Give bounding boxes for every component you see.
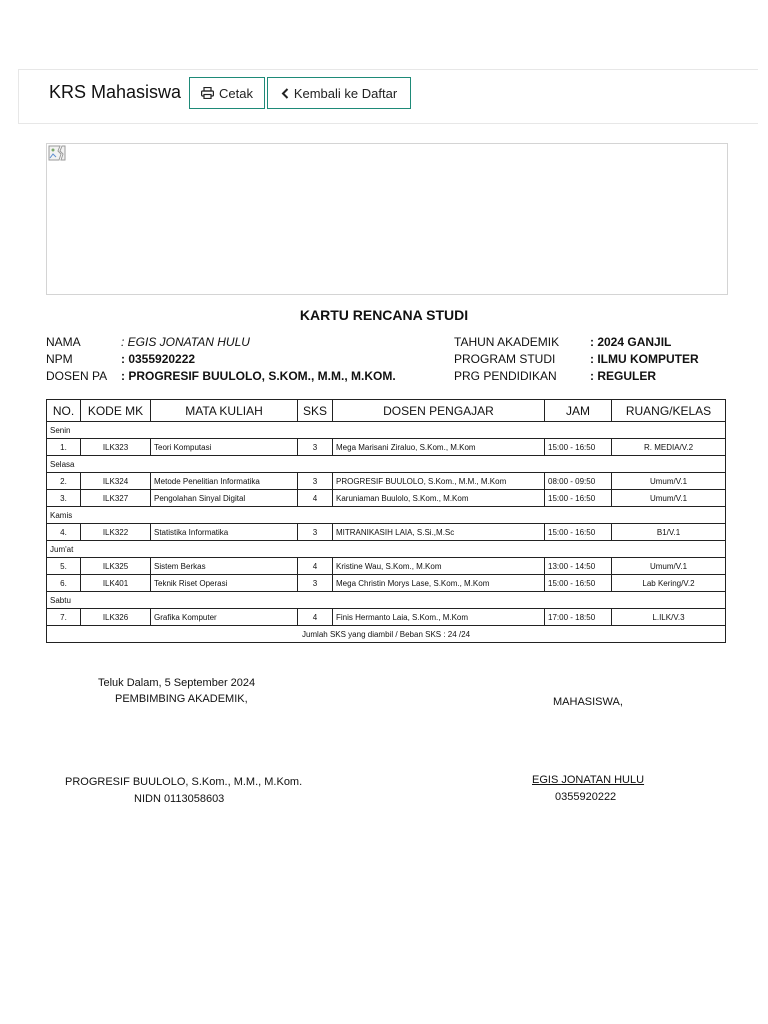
cell-no: 1.	[47, 439, 81, 456]
student-role: MAHASISWA,	[553, 696, 623, 708]
header-image-frame	[46, 143, 728, 295]
info-label-education-program: PRG PENDIDIKAN	[454, 369, 557, 383]
info-value-npm: : 0355920222	[121, 352, 196, 366]
student-npm: 0355920222	[555, 791, 617, 803]
info-value-advisor: : PROGRESIF BUULOLO, S.KOM., M.M., M.KOM.	[121, 369, 396, 383]
table-row	[47, 609, 726, 626]
student-info-left	[46, 334, 446, 388]
printer-icon	[201, 87, 214, 99]
day-row	[47, 592, 726, 609]
header-card	[18, 69, 758, 124]
info-label-advisor: DOSEN PA	[46, 369, 108, 383]
cell-code: ILK324	[81, 473, 151, 490]
cell-course: Teknik Riset Operasi	[151, 575, 298, 592]
day-row	[47, 456, 726, 473]
info-value-education-program: : REGULER	[590, 369, 656, 383]
cell-code: ILK325	[81, 558, 151, 575]
cell-lecturer: PROGRESIF BUULOLO, S.Kom., M.M., M.Kom	[333, 473, 545, 490]
cell-room: Umum/V.1	[612, 558, 726, 575]
cell-room: R. MEDIA/V.2	[612, 439, 726, 456]
advisor-name: PROGRESIF BUULOLO, S.Kom., M.M., M.Kom.	[65, 776, 303, 788]
info-label-academic-year: TAHUN AKADEMIK	[454, 335, 560, 349]
table-row	[47, 490, 726, 507]
page-title: KRS Mahasiswa	[49, 82, 182, 102]
cell-sks: 3	[298, 439, 333, 456]
table-row	[47, 439, 726, 456]
place-date: Teluk Dalam, 5 September 2024	[98, 677, 256, 689]
cell-course: Grafika Komputer	[151, 609, 298, 626]
student-info-right	[454, 334, 734, 388]
column-header-time: JAM	[545, 400, 612, 422]
cell-code: ILK401	[81, 575, 151, 592]
day-row	[47, 422, 726, 439]
cell-lecturer: Mega Marisani Ziraluo, S.Kom., M.Kom	[333, 439, 545, 456]
table-row	[47, 558, 726, 575]
cell-no: 2.	[47, 473, 81, 490]
cell-course: Statistika Informatika	[151, 524, 298, 541]
cell-time: 15:00 - 16:50	[545, 439, 612, 456]
table-header-row	[47, 400, 726, 422]
cell-time: 15:00 - 16:50	[545, 524, 612, 541]
cell-code: ILK322	[81, 524, 151, 541]
cell-room: Umum/V.1	[612, 490, 726, 507]
cell-lecturer: MITRANIKASIH LAIA, S.Si.,M.Sc	[333, 524, 545, 541]
cell-course: Teori Komputasi	[151, 439, 298, 456]
cell-no: 5.	[47, 558, 81, 575]
day-row	[47, 541, 726, 558]
cell-code: ILK327	[81, 490, 151, 507]
back-to-list-button[interactable]	[267, 77, 411, 109]
cell-time: 13:00 - 14:50	[545, 558, 612, 575]
course-table	[46, 399, 726, 643]
cell-room: Lab Kering/V.2	[612, 575, 726, 592]
print-button-label: Cetak	[219, 85, 253, 101]
advisor-role: PEMBIMBING AKADEMIK,	[115, 693, 248, 705]
info-label-npm: NPM	[46, 352, 73, 366]
info-value-academic-year: : 2024 GANJIL	[590, 335, 672, 349]
cell-code: ILK323	[81, 439, 151, 456]
cell-no: 4.	[47, 524, 81, 541]
column-header-sks: SKS	[298, 400, 333, 422]
cell-sks: 3	[298, 524, 333, 541]
cell-no: 7.	[47, 609, 81, 626]
day-label: Senin	[47, 422, 726, 439]
document-title: KARTU RENCANA STUDI	[299, 307, 469, 323]
cell-no: 3.	[47, 490, 81, 507]
chevron-left-icon	[281, 88, 289, 99]
cell-code: ILK326	[81, 609, 151, 626]
back-button-label: Kembali ke Daftar	[293, 85, 398, 101]
advisor-nidn: NIDN 0113058603	[134, 793, 225, 805]
cell-time: 08:00 - 09:50	[545, 473, 612, 490]
table-row	[47, 524, 726, 541]
info-value-name: : EGIS JONATAN HULU	[121, 335, 250, 349]
info-label-name: NAMA	[46, 335, 81, 349]
cell-lecturer: Finis Hermanto Laia, S.Kom., M.Kom	[333, 609, 545, 626]
column-header-no: NO.	[47, 400, 81, 422]
day-label: Kamis	[47, 507, 726, 524]
table-footer-row	[47, 626, 726, 643]
cell-sks: 4	[298, 558, 333, 575]
student-name: EGIS JONATAN HULU	[532, 774, 645, 786]
cell-sks: 4	[298, 609, 333, 626]
cell-lecturer: Karuniaman Buulolo, S.Kom., M.Kom	[333, 490, 545, 507]
cell-room: Umum/V.1	[612, 473, 726, 490]
cell-course: Sistem Berkas	[151, 558, 298, 575]
day-label: Jum'at	[47, 541, 726, 558]
cell-no: 6.	[47, 575, 81, 592]
cell-time: 17:00 - 18:50	[545, 609, 612, 626]
broken-image-icon	[48, 145, 66, 161]
info-value-study-program: : ILMU KOMPUTER	[590, 352, 699, 366]
cell-sks: 4	[298, 490, 333, 507]
column-header-code: KODE MK	[81, 400, 151, 422]
cell-lecturer: Kristine Wau, S.Kom., M.Kom	[333, 558, 545, 575]
cell-room: L.ILK/V.3	[612, 609, 726, 626]
column-header-room: RUANG/KELAS	[612, 400, 726, 422]
cell-time: 15:00 - 16:50	[545, 490, 612, 507]
day-label: Selasa	[47, 456, 726, 473]
table-row	[47, 473, 726, 490]
cell-sks: 3	[298, 473, 333, 490]
day-label: Sabtu	[47, 592, 726, 609]
sks-total: Jumlah SKS yang diambil / Beban SKS : 24 /24	[47, 626, 726, 643]
day-row	[47, 507, 726, 524]
column-header-course: MATA KULIAH	[151, 400, 298, 422]
print-button[interactable]	[189, 77, 265, 109]
cell-room: B1/V.1	[612, 524, 726, 541]
cell-time: 15:00 - 16:50	[545, 575, 612, 592]
cell-lecturer: Mega Christin Morys Lase, S.Kom., M.Kom	[333, 575, 545, 592]
cell-course: Pengolahan Sinyal Digital	[151, 490, 298, 507]
table-row	[47, 575, 726, 592]
cell-course: Metode Penelitian Informatika	[151, 473, 298, 490]
cell-sks: 3	[298, 575, 333, 592]
column-header-lecturer: DOSEN PENGAJAR	[333, 400, 545, 422]
info-label-study-program: PROGRAM STUDI	[454, 352, 556, 366]
